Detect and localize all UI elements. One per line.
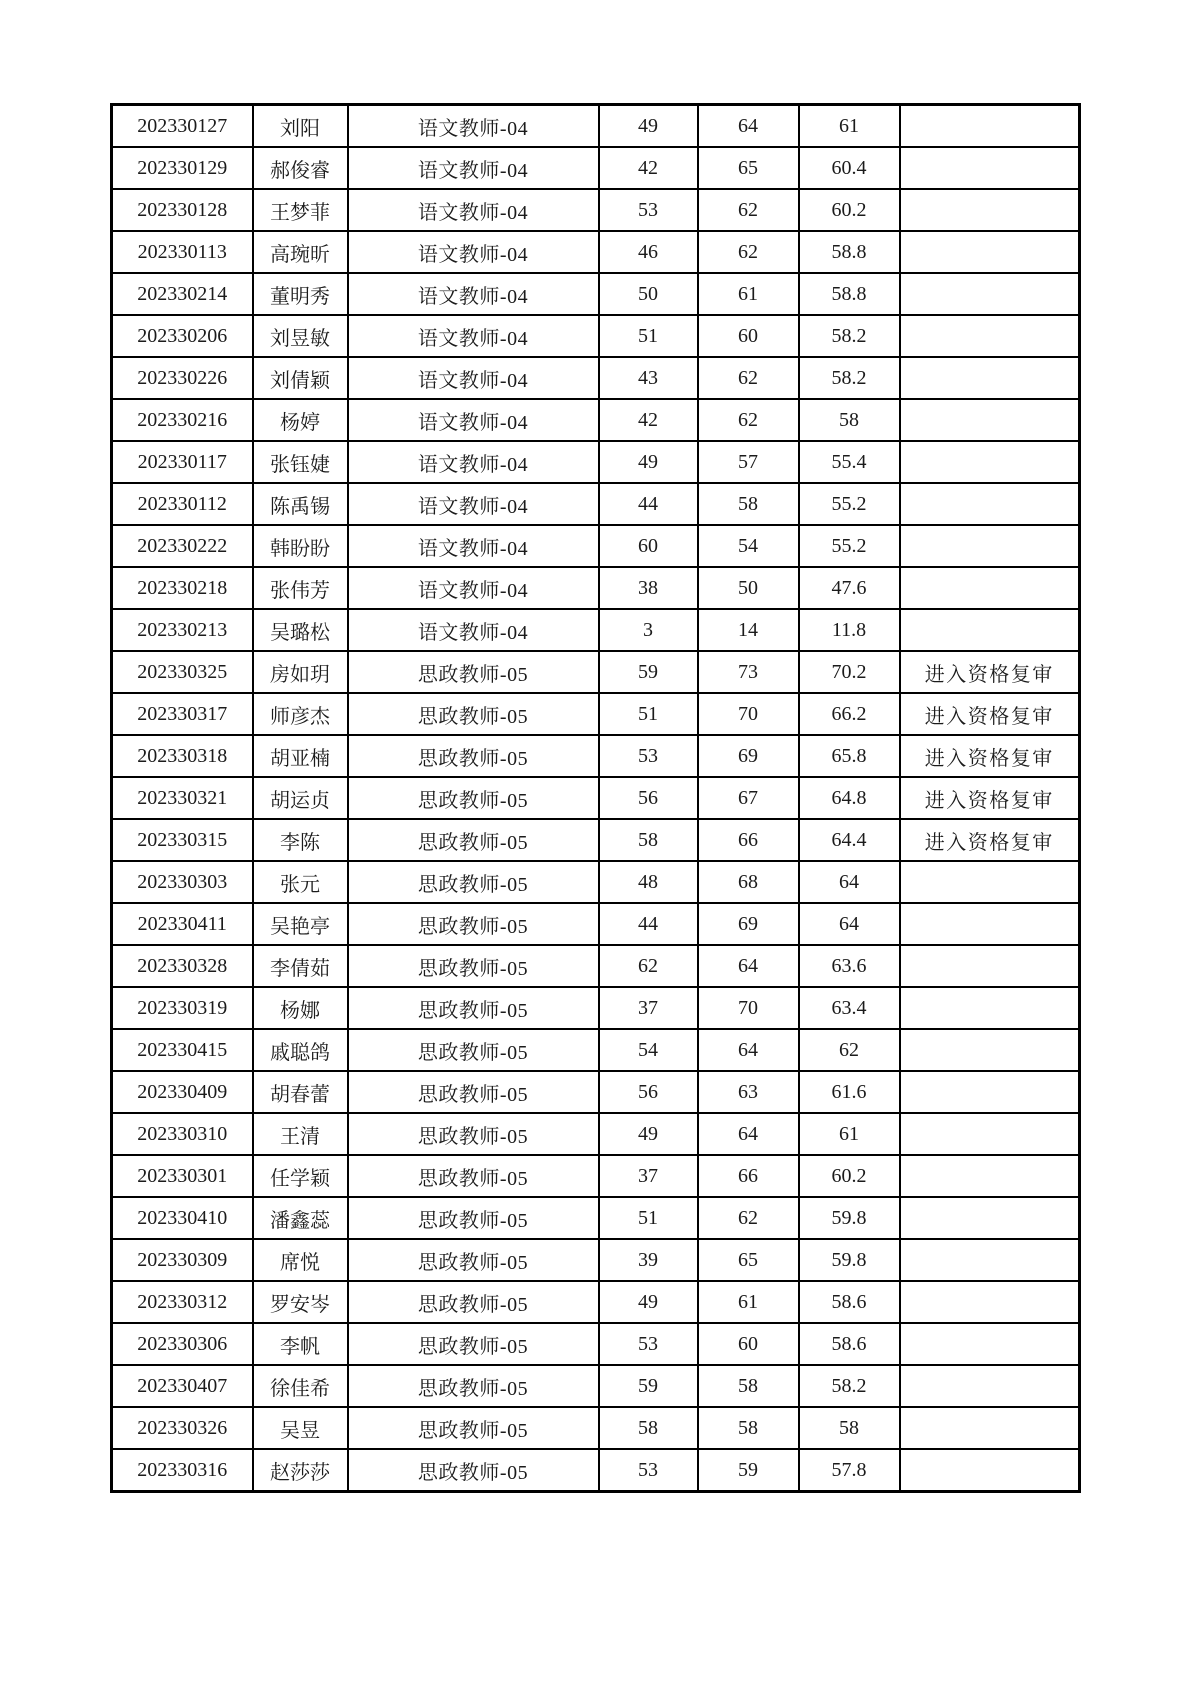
cell-score-final: 66.2 [799,693,900,735]
cell-name: 张元 [253,861,348,903]
table-row [112,735,1080,777]
cell-score-a: 37 [599,987,698,1029]
table-row [112,861,1080,903]
cell-exam-id: 202330415 [112,1029,253,1071]
cell-score-b: 50 [698,567,799,609]
cell-score-b: 66 [698,1155,799,1197]
cell-remark [900,903,1080,945]
cell-exam-id: 202330410 [112,1197,253,1239]
cell-score-final: 64 [799,861,900,903]
cell-score-final: 64 [799,903,900,945]
cell-score-b: 61 [698,1281,799,1323]
table-row [112,441,1080,483]
table-row [112,357,1080,399]
cell-score-b: 66 [698,819,799,861]
cell-exam-id: 202330213 [112,609,253,651]
cell-remark [900,231,1080,273]
cell-position: 语文教师-04 [348,525,599,567]
cell-position: 思政教师-05 [348,987,599,1029]
cell-position: 思政教师-05 [348,1365,599,1407]
cell-score-a: 58 [599,1407,698,1449]
cell-exam-id: 202330128 [112,189,253,231]
table-row [112,567,1080,609]
cell-exam-id: 202330214 [112,273,253,315]
cell-remark [900,987,1080,1029]
cell-remark [900,1407,1080,1449]
cell-position: 思政教师-05 [348,777,599,819]
cell-score-a: 39 [599,1239,698,1281]
cell-score-final: 60.4 [799,147,900,189]
table-row [112,1407,1080,1449]
cell-remark: 进入资格复审 [900,651,1080,693]
cell-remark: 进入资格复审 [900,693,1080,735]
cell-score-b: 63 [698,1071,799,1113]
cell-score-a: 56 [599,777,698,819]
cell-score-b: 62 [698,399,799,441]
cell-name: 刘昱敏 [253,315,348,357]
cell-score-final: 58.2 [799,1365,900,1407]
cell-position: 思政教师-05 [348,1449,599,1492]
cell-name: 吴昱 [253,1407,348,1449]
cell-score-final: 55.2 [799,525,900,567]
cell-score-final: 59.8 [799,1197,900,1239]
cell-position: 语文教师-04 [348,483,599,525]
cell-position: 思政教师-05 [348,1029,599,1071]
cell-position: 语文教师-04 [348,273,599,315]
cell-name: 潘鑫蕊 [253,1197,348,1239]
cell-score-final: 62 [799,1029,900,1071]
cell-score-b: 64 [698,945,799,987]
cell-score-final: 58.2 [799,357,900,399]
cell-remark: 进入资格复审 [900,777,1080,819]
cell-position: 思政教师-05 [348,1071,599,1113]
cell-exam-id: 202330309 [112,1239,253,1281]
cell-score-b: 60 [698,1323,799,1365]
cell-name: 戚聪鸽 [253,1029,348,1071]
table-row [112,903,1080,945]
table-row [112,1239,1080,1281]
table-row [112,1449,1080,1492]
cell-score-final: 60.2 [799,189,900,231]
cell-score-b: 65 [698,1239,799,1281]
cell-position: 思政教师-05 [348,693,599,735]
cell-remark [900,483,1080,525]
cell-exam-id: 202330318 [112,735,253,777]
cell-name: 罗安岑 [253,1281,348,1323]
cell-position: 思政教师-05 [348,945,599,987]
cell-remark [900,441,1080,483]
cell-score-a: 53 [599,735,698,777]
cell-score-a: 49 [599,105,698,148]
table-row [112,483,1080,525]
cell-exam-id: 202330218 [112,567,253,609]
cell-score-final: 58.8 [799,273,900,315]
cell-position: 思政教师-05 [348,1407,599,1449]
cell-remark [900,1197,1080,1239]
cell-name: 王清 [253,1113,348,1155]
cell-position: 思政教师-05 [348,1197,599,1239]
cell-position: 语文教师-04 [348,189,599,231]
score-table [110,103,1081,1493]
cell-exam-id: 202330325 [112,651,253,693]
cell-score-a: 42 [599,399,698,441]
cell-score-b: 59 [698,1449,799,1492]
cell-position: 思政教师-05 [348,651,599,693]
cell-score-b: 54 [698,525,799,567]
cell-score-final: 65.8 [799,735,900,777]
cell-score-b: 70 [698,987,799,1029]
cell-exam-id: 202330306 [112,1323,253,1365]
cell-exam-id: 202330222 [112,525,253,567]
table-row [112,1029,1080,1071]
cell-exam-id: 202330316 [112,1449,253,1492]
table-row [112,1365,1080,1407]
score-table-body [112,105,1080,1492]
cell-score-b: 65 [698,147,799,189]
cell-score-b: 68 [698,861,799,903]
cell-exam-id: 202330112 [112,483,253,525]
table-row [112,1281,1080,1323]
cell-exam-id: 202330113 [112,231,253,273]
cell-remark [900,147,1080,189]
cell-score-b: 69 [698,735,799,777]
cell-position: 思政教师-05 [348,1239,599,1281]
cell-score-a: 3 [599,609,698,651]
cell-remark [900,1155,1080,1197]
cell-exam-id: 202330411 [112,903,253,945]
table-row [112,609,1080,651]
cell-remark: 进入资格复审 [900,735,1080,777]
cell-score-final: 63.4 [799,987,900,1029]
cell-name: 徐佳希 [253,1365,348,1407]
cell-remark [900,357,1080,399]
cell-remark [900,315,1080,357]
cell-name: 李陈 [253,819,348,861]
cell-remark [900,567,1080,609]
cell-score-a: 38 [599,567,698,609]
cell-score-b: 58 [698,1407,799,1449]
cell-exam-id: 202330216 [112,399,253,441]
cell-score-b: 62 [698,357,799,399]
cell-position: 思政教师-05 [348,819,599,861]
cell-score-a: 44 [599,483,698,525]
cell-score-final: 59.8 [799,1239,900,1281]
cell-score-a: 53 [599,1323,698,1365]
cell-score-b: 61 [698,273,799,315]
cell-exam-id: 202330129 [112,147,253,189]
cell-name: 杨娜 [253,987,348,1029]
cell-score-b: 14 [698,609,799,651]
cell-score-final: 55.2 [799,483,900,525]
cell-score-final: 58 [799,1407,900,1449]
table-row [112,1197,1080,1239]
cell-remark [900,273,1080,315]
cell-position: 语文教师-04 [348,609,599,651]
table-row [112,1071,1080,1113]
table-row [112,819,1080,861]
cell-score-final: 60.2 [799,1155,900,1197]
cell-exam-id: 202330409 [112,1071,253,1113]
cell-score-a: 53 [599,189,698,231]
cell-exam-id: 202330206 [112,315,253,357]
cell-score-a: 49 [599,441,698,483]
cell-position: 思政教师-05 [348,861,599,903]
cell-exam-id: 202330317 [112,693,253,735]
cell-name: 李帆 [253,1323,348,1365]
cell-score-final: 11.8 [799,609,900,651]
cell-exam-id: 202330310 [112,1113,253,1155]
table-row [112,399,1080,441]
cell-position: 语文教师-04 [348,441,599,483]
cell-score-b: 62 [698,231,799,273]
cell-position: 语文教师-04 [348,357,599,399]
cell-score-a: 62 [599,945,698,987]
cell-exam-id: 202330301 [112,1155,253,1197]
cell-score-a: 56 [599,1071,698,1113]
cell-position: 语文教师-04 [348,315,599,357]
cell-score-final: 61.6 [799,1071,900,1113]
cell-name: 李倩茹 [253,945,348,987]
cell-score-b: 58 [698,483,799,525]
cell-name: 王梦菲 [253,189,348,231]
cell-name: 胡春蕾 [253,1071,348,1113]
cell-score-final: 61 [799,105,900,148]
cell-position: 思政教师-05 [348,735,599,777]
cell-exam-id: 202330319 [112,987,253,1029]
cell-exam-id: 202330315 [112,819,253,861]
cell-name: 赵莎莎 [253,1449,348,1492]
cell-name: 郝俊睿 [253,147,348,189]
cell-position: 语文教师-04 [348,567,599,609]
cell-remark [900,1365,1080,1407]
cell-score-b: 67 [698,777,799,819]
cell-position: 思政教师-05 [348,1323,599,1365]
cell-score-b: 73 [698,651,799,693]
cell-name: 刘阳 [253,105,348,148]
cell-name: 师彦杰 [253,693,348,735]
cell-name: 杨婷 [253,399,348,441]
cell-remark [900,609,1080,651]
cell-score-b: 69 [698,903,799,945]
cell-name: 高琬昕 [253,231,348,273]
cell-position: 语文教师-04 [348,147,599,189]
cell-score-a: 46 [599,231,698,273]
cell-score-final: 58.2 [799,315,900,357]
cell-score-b: 62 [698,189,799,231]
cell-remark [900,1239,1080,1281]
cell-name: 刘倩颖 [253,357,348,399]
cell-remark [900,189,1080,231]
cell-score-final: 70.2 [799,651,900,693]
cell-score-b: 64 [698,1113,799,1155]
cell-remark: 进入资格复审 [900,819,1080,861]
cell-position: 语文教师-04 [348,399,599,441]
cell-score-final: 55.4 [799,441,900,483]
cell-score-b: 64 [698,1029,799,1071]
cell-score-a: 51 [599,1197,698,1239]
cell-score-a: 49 [599,1113,698,1155]
table-row [112,1113,1080,1155]
cell-exam-id: 202330117 [112,441,253,483]
cell-remark [900,1449,1080,1492]
cell-remark [900,105,1080,148]
cell-score-a: 50 [599,273,698,315]
cell-score-b: 62 [698,1197,799,1239]
cell-score-b: 70 [698,693,799,735]
cell-exam-id: 202330303 [112,861,253,903]
cell-score-final: 61 [799,1113,900,1155]
cell-score-a: 43 [599,357,698,399]
cell-name: 席悦 [253,1239,348,1281]
cell-position: 思政教师-05 [348,1281,599,1323]
cell-score-final: 58 [799,399,900,441]
table-row [112,273,1080,315]
cell-score-final: 58.6 [799,1281,900,1323]
cell-remark [900,525,1080,567]
cell-exam-id: 202330226 [112,357,253,399]
cell-score-final: 47.6 [799,567,900,609]
cell-position: 思政教师-05 [348,1113,599,1155]
cell-score-b: 57 [698,441,799,483]
table-row [112,945,1080,987]
cell-name: 房如玥 [253,651,348,693]
cell-score-a: 53 [599,1449,698,1492]
cell-remark [900,861,1080,903]
table-row [112,105,1080,148]
cell-score-a: 44 [599,903,698,945]
table-row [112,147,1080,189]
cell-name: 胡运贞 [253,777,348,819]
cell-score-final: 64.8 [799,777,900,819]
cell-name: 陈禹锡 [253,483,348,525]
cell-exam-id: 202330326 [112,1407,253,1449]
table-row [112,1323,1080,1365]
table-row [112,525,1080,567]
cell-name: 胡亚楠 [253,735,348,777]
cell-score-a: 51 [599,315,698,357]
cell-score-b: 64 [698,105,799,148]
table-row [112,231,1080,273]
cell-position: 思政教师-05 [348,903,599,945]
cell-position: 语文教师-04 [348,231,599,273]
table-row [112,651,1080,693]
cell-score-a: 59 [599,651,698,693]
cell-name: 吴艳亭 [253,903,348,945]
cell-name: 张钰婕 [253,441,348,483]
table-row [112,1155,1080,1197]
cell-score-final: 57.8 [799,1449,900,1492]
cell-score-final: 63.6 [799,945,900,987]
cell-exam-id: 202330328 [112,945,253,987]
cell-name: 吴璐松 [253,609,348,651]
cell-score-final: 64.4 [799,819,900,861]
cell-score-a: 42 [599,147,698,189]
cell-remark [900,1281,1080,1323]
cell-name: 张伟芳 [253,567,348,609]
cell-remark [900,1323,1080,1365]
cell-position: 语文教师-04 [348,105,599,148]
cell-score-b: 58 [698,1365,799,1407]
cell-remark [900,1071,1080,1113]
table-row [112,777,1080,819]
table-row [112,693,1080,735]
cell-score-a: 59 [599,1365,698,1407]
cell-exam-id: 202330312 [112,1281,253,1323]
cell-name: 韩盼盼 [253,525,348,567]
cell-score-a: 58 [599,819,698,861]
cell-exam-id: 202330127 [112,105,253,148]
table-row [112,315,1080,357]
table-row [112,189,1080,231]
cell-score-a: 60 [599,525,698,567]
cell-score-a: 54 [599,1029,698,1071]
cell-score-final: 58.8 [799,231,900,273]
cell-score-a: 37 [599,1155,698,1197]
cell-name: 任学颖 [253,1155,348,1197]
cell-score-b: 60 [698,315,799,357]
cell-position: 思政教师-05 [348,1155,599,1197]
cell-remark [900,1113,1080,1155]
cell-name: 董明秀 [253,273,348,315]
table-row [112,987,1080,1029]
cell-score-a: 49 [599,1281,698,1323]
cell-remark [900,945,1080,987]
cell-remark [900,1029,1080,1071]
cell-score-a: 51 [599,693,698,735]
cell-score-a: 48 [599,861,698,903]
cell-remark [900,399,1080,441]
cell-score-final: 58.6 [799,1323,900,1365]
cell-exam-id: 202330407 [112,1365,253,1407]
cell-exam-id: 202330321 [112,777,253,819]
